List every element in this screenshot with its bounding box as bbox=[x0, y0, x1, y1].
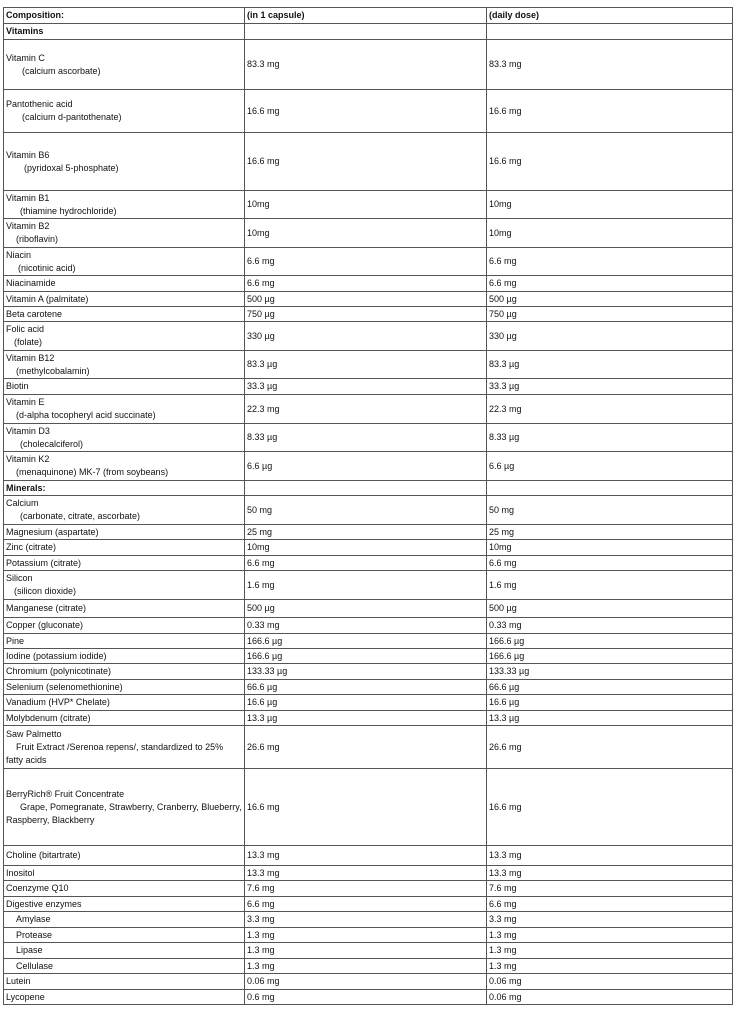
capsule-amount: 13.3 mg bbox=[245, 846, 487, 866]
table-row bbox=[4, 649, 733, 664]
ingredient-source: (calcium ascorbate) bbox=[22, 65, 101, 76]
composition-table bbox=[3, 7, 733, 1005]
ingredient-source: (menaquinone) MK-7 (from soybeans) bbox=[16, 467, 169, 477]
ingredient-source: (methylcobalamin) bbox=[16, 365, 90, 376]
ingredient-source: (thiamine hydrochloride) bbox=[20, 205, 117, 216]
capsule-amount: 1.3 mg bbox=[245, 928, 487, 943]
table-row bbox=[4, 133, 733, 191]
daily-amount: 0.33 mg bbox=[487, 618, 733, 634]
table-row bbox=[4, 974, 733, 990]
ingredient-cell bbox=[4, 292, 245, 307]
ingredient-name: Vitamin D3 bbox=[6, 425, 50, 436]
capsule-amount: 166.6 µg bbox=[245, 649, 487, 664]
ingredient-name: Silicon bbox=[6, 573, 33, 583]
daily-amount: 330 µg bbox=[487, 322, 733, 351]
header-row bbox=[4, 8, 733, 24]
table-row bbox=[4, 191, 733, 219]
daily-amount: 16.6 mg bbox=[487, 90, 733, 133]
ingredient-name: Digestive enzymes bbox=[6, 898, 82, 909]
ingredient-source: (riboflavin) bbox=[16, 234, 59, 244]
ingredient-cell bbox=[4, 928, 245, 943]
capsule-amount: 133.33 µg bbox=[245, 664, 487, 680]
capsule-amount: 1.3 mg bbox=[245, 943, 487, 959]
section-label: Minerals: bbox=[4, 481, 245, 496]
daily-amount: 10mg bbox=[487, 219, 733, 248]
daily-amount: 16.6 µg bbox=[487, 695, 733, 711]
ingredient-cell bbox=[4, 379, 245, 395]
ingredient-source: (calcium d-pantothenate) bbox=[22, 112, 122, 122]
header-in-capsule: (in 1 capsule) bbox=[245, 8, 487, 24]
capsule-amount: 50 mg bbox=[245, 496, 487, 525]
ingredient-name: Manganese (citrate) bbox=[6, 603, 87, 613]
ingredient-cell bbox=[4, 664, 245, 680]
ingredient-name: Lycopene bbox=[6, 991, 45, 1002]
daily-amount: 166.6 µg bbox=[487, 649, 733, 664]
table-row bbox=[4, 943, 733, 959]
ingredient-cell bbox=[4, 90, 245, 133]
capsule-amount: 330 µg bbox=[245, 322, 487, 351]
empty-cell bbox=[487, 24, 733, 40]
section-row bbox=[4, 481, 733, 496]
capsule-amount: 83.3 µg bbox=[245, 351, 487, 379]
table-row bbox=[4, 219, 733, 248]
daily-amount: 83.3 mg bbox=[487, 40, 733, 90]
capsule-amount: 750 µg bbox=[245, 307, 487, 322]
ingredient-cell bbox=[4, 726, 245, 769]
capsule-amount: 10mg bbox=[245, 219, 487, 248]
daily-amount: 13.3 mg bbox=[487, 846, 733, 866]
ingredient-cell bbox=[4, 191, 245, 219]
table-row bbox=[4, 846, 733, 866]
table-row bbox=[4, 556, 733, 571]
capsule-amount: 16.6 mg bbox=[245, 90, 487, 133]
capsule-amount: 6.6 mg bbox=[245, 556, 487, 571]
empty-cell bbox=[245, 481, 487, 496]
ingredient-cell bbox=[4, 897, 245, 912]
daily-amount: 13.3 mg bbox=[487, 866, 733, 881]
capsule-amount: 1.6 mg bbox=[245, 571, 487, 600]
ingredient-cell bbox=[4, 219, 245, 248]
ingredient-cell bbox=[4, 571, 245, 600]
capsule-amount: 66.6 µg bbox=[245, 680, 487, 695]
ingredient-name: Vitamin B6 bbox=[6, 149, 50, 160]
ingredient-cell bbox=[4, 711, 245, 726]
table-row bbox=[4, 90, 733, 133]
capsule-amount: 83.3 mg bbox=[245, 40, 487, 90]
ingredient-name: Vitamin C bbox=[6, 52, 45, 63]
daily-amount: 25 mg bbox=[487, 525, 733, 540]
ingredient-cell bbox=[4, 496, 245, 525]
table-row bbox=[4, 307, 733, 322]
daily-amount: 8.33 µg bbox=[487, 424, 733, 452]
daily-amount: 0.06 mg bbox=[487, 990, 733, 1005]
daily-amount: 6.6 mg bbox=[487, 276, 733, 292]
ingredient-name: Lipase bbox=[16, 945, 43, 955]
daily-amount: 6.6 mg bbox=[487, 248, 733, 276]
ingredient-cell bbox=[4, 133, 245, 191]
ingredient-source: (nicotinic acid) bbox=[18, 262, 76, 273]
ingredient-source: Fruit Extract /Serenoa repens/, standardized to 25% fatty acids bbox=[6, 741, 224, 765]
capsule-amount: 0.33 mg bbox=[245, 618, 487, 634]
daily-amount: 166.6 µg bbox=[487, 634, 733, 649]
ingredient-name: Selenium (selenomethionine) bbox=[6, 681, 123, 692]
capsule-amount: 7.6 mg bbox=[245, 881, 487, 897]
daily-amount: 0.06 mg bbox=[487, 974, 733, 990]
table-row bbox=[4, 351, 733, 379]
ingredient-name: Zinc (citrate) bbox=[6, 542, 57, 552]
capsule-amount: 0.6 mg bbox=[245, 990, 487, 1005]
table-row bbox=[4, 424, 733, 452]
ingredient-source: (pyridoxal 5-phosphate) bbox=[24, 162, 119, 173]
ingredient-name: Chromium (polynicotinate) bbox=[6, 666, 112, 676]
ingredient-cell bbox=[4, 695, 245, 711]
capsule-amount: 6.6 µg bbox=[245, 452, 487, 481]
ingredient-source: (silicon dioxide) bbox=[14, 586, 77, 596]
ingredient-cell bbox=[4, 943, 245, 959]
table-row bbox=[4, 452, 733, 481]
capsule-amount: 6.6 mg bbox=[245, 276, 487, 292]
capsule-amount: 10mg bbox=[245, 540, 487, 556]
ingredient-name: Folic acid bbox=[6, 324, 45, 334]
ingredient-name: Vitamin E bbox=[6, 397, 45, 407]
ingredient-source: (carbonate, citrate, ascorbate) bbox=[20, 511, 141, 521]
capsule-amount: 16.6 µg bbox=[245, 695, 487, 711]
table-row bbox=[4, 959, 733, 974]
table-row bbox=[4, 680, 733, 695]
table-row bbox=[4, 881, 733, 897]
ingredient-cell bbox=[4, 846, 245, 866]
capsule-amount: 6.6 mg bbox=[245, 897, 487, 912]
ingredient-name: Protease bbox=[16, 929, 53, 940]
ingredient-name: Vitamin B1 bbox=[6, 192, 50, 203]
table-row bbox=[4, 912, 733, 928]
table-row bbox=[4, 276, 733, 292]
table-row bbox=[4, 540, 733, 556]
daily-amount: 500 µg bbox=[487, 292, 733, 307]
ingredient-cell bbox=[4, 307, 245, 322]
ingredient-name: Copper (gluconate) bbox=[6, 620, 84, 630]
ingredient-name: Pantothenic acid bbox=[6, 99, 73, 109]
table-row bbox=[4, 769, 733, 846]
ingredient-name: Vitamin K2 bbox=[6, 454, 50, 464]
capsule-amount: 10mg bbox=[245, 191, 487, 219]
ingredient-name: Lutein bbox=[6, 976, 31, 986]
ingredient-cell bbox=[4, 248, 245, 276]
ingredient-source: (folate) bbox=[14, 337, 43, 347]
ingredient-cell bbox=[4, 990, 245, 1005]
ingredient-name: Iodine (potassium iodide) bbox=[6, 650, 107, 661]
ingredient-name: Beta carotene bbox=[6, 308, 63, 319]
ingredient-name: Amylase bbox=[16, 914, 51, 924]
ingredient-name: Cellulase bbox=[16, 960, 54, 971]
table-row bbox=[4, 40, 733, 90]
capsule-amount: 26.6 mg bbox=[245, 726, 487, 769]
table-row bbox=[4, 711, 733, 726]
ingredient-name: Vanadium (HVP* Chelate) bbox=[6, 697, 110, 707]
table-row bbox=[4, 726, 733, 769]
ingredient-cell bbox=[4, 634, 245, 649]
table-row bbox=[4, 928, 733, 943]
ingredient-cell bbox=[4, 912, 245, 928]
ingredient-name: Saw Palmetto bbox=[6, 728, 62, 739]
ingredient-source: (d-alpha tocopheryl acid succinate) bbox=[16, 410, 156, 420]
daily-amount: 750 µg bbox=[487, 307, 733, 322]
ingredient-name: Potassium (citrate) bbox=[6, 557, 82, 568]
ingredient-cell bbox=[4, 395, 245, 424]
daily-amount: 6.6 mg bbox=[487, 897, 733, 912]
daily-amount: 83.3 µg bbox=[487, 351, 733, 379]
ingredient-cell bbox=[4, 680, 245, 695]
ingredient-cell bbox=[4, 40, 245, 90]
daily-amount: 1.3 mg bbox=[487, 928, 733, 943]
daily-amount: 1.3 mg bbox=[487, 943, 733, 959]
ingredient-cell bbox=[4, 959, 245, 974]
capsule-amount: 3.3 mg bbox=[245, 912, 487, 928]
daily-amount: 13.3 µg bbox=[487, 711, 733, 726]
ingredient-name: Molybdenum (citrate) bbox=[6, 712, 91, 723]
ingredient-name: BerryRich® Fruit Concentrate bbox=[6, 788, 125, 799]
table-row bbox=[4, 990, 733, 1005]
capsule-amount: 33.3 µg bbox=[245, 379, 487, 395]
ingredient-name: Vitamin A (palmitate) bbox=[6, 293, 89, 304]
ingredient-name: Vitamin B2 bbox=[6, 221, 50, 231]
header-composition: Composition: bbox=[4, 8, 245, 24]
ingredient-name: Inositol bbox=[6, 867, 35, 878]
table-row bbox=[4, 634, 733, 649]
daily-amount: 33.3 µg bbox=[487, 379, 733, 395]
table-row bbox=[4, 695, 733, 711]
capsule-amount: 8.33 µg bbox=[245, 424, 487, 452]
ingredient-cell bbox=[4, 322, 245, 351]
ingredient-cell bbox=[4, 540, 245, 556]
table-row bbox=[4, 379, 733, 395]
header-daily-dose: (daily dose) bbox=[487, 8, 733, 24]
capsule-amount: 22.3 mg bbox=[245, 395, 487, 424]
table-row bbox=[4, 866, 733, 881]
ingredient-cell bbox=[4, 600, 245, 618]
table-row bbox=[4, 292, 733, 307]
daily-amount: 3.3 mg bbox=[487, 912, 733, 928]
ingredient-cell bbox=[4, 351, 245, 379]
table-row bbox=[4, 395, 733, 424]
daily-amount: 500 µg bbox=[487, 600, 733, 618]
ingredient-cell bbox=[4, 556, 245, 571]
capsule-amount: 13.3 mg bbox=[245, 866, 487, 881]
table-row bbox=[4, 600, 733, 618]
capsule-amount: 25 mg bbox=[245, 525, 487, 540]
capsule-amount: 16.6 mg bbox=[245, 133, 487, 191]
daily-amount: 16.6 mg bbox=[487, 133, 733, 191]
table-row bbox=[4, 496, 733, 525]
daily-amount: 133.33 µg bbox=[487, 664, 733, 680]
ingredient-cell bbox=[4, 424, 245, 452]
daily-amount: 6.6 µg bbox=[487, 452, 733, 481]
capsule-amount: 6.6 mg bbox=[245, 248, 487, 276]
ingredient-name: Vitamin B12 bbox=[6, 352, 55, 363]
table-row bbox=[4, 248, 733, 276]
ingredient-cell bbox=[4, 769, 245, 846]
daily-amount: 10mg bbox=[487, 540, 733, 556]
daily-amount: 26.6 mg bbox=[487, 726, 733, 769]
capsule-amount: 0.06 mg bbox=[245, 974, 487, 990]
daily-amount: 7.6 mg bbox=[487, 881, 733, 897]
table-row bbox=[4, 664, 733, 680]
table-row bbox=[4, 618, 733, 634]
daily-amount: 50 mg bbox=[487, 496, 733, 525]
daily-amount: 16.6 mg bbox=[487, 769, 733, 846]
capsule-amount: 166.6 µg bbox=[245, 634, 487, 649]
ingredient-name: Pine bbox=[6, 635, 25, 646]
ingredient-name: Coenzyme Q10 bbox=[6, 883, 69, 893]
ingredient-name: Niacin bbox=[6, 249, 32, 260]
capsule-amount: 500 µg bbox=[245, 600, 487, 618]
ingredient-cell bbox=[4, 974, 245, 990]
ingredient-name: Biotin bbox=[6, 381, 29, 391]
empty-cell bbox=[487, 481, 733, 496]
daily-amount: 6.6 mg bbox=[487, 556, 733, 571]
table-row bbox=[4, 322, 733, 351]
capsule-amount: 16.6 mg bbox=[245, 769, 487, 846]
daily-amount: 1.6 mg bbox=[487, 571, 733, 600]
section-row bbox=[4, 24, 733, 40]
table-row bbox=[4, 525, 733, 540]
capsule-amount: 1.3 mg bbox=[245, 959, 487, 974]
ingredient-source: (cholecalciferol) bbox=[20, 438, 84, 449]
ingredient-cell bbox=[4, 276, 245, 292]
table-row bbox=[4, 571, 733, 600]
ingredient-name: Calcium bbox=[6, 498, 39, 508]
daily-amount: 22.3 mg bbox=[487, 395, 733, 424]
section-label: Vitamins bbox=[4, 24, 245, 40]
ingredient-cell bbox=[4, 649, 245, 664]
ingredient-cell bbox=[4, 452, 245, 481]
ingredient-cell bbox=[4, 866, 245, 881]
ingredient-cell bbox=[4, 525, 245, 540]
capsule-amount: 500 µg bbox=[245, 292, 487, 307]
daily-amount: 66.6 µg bbox=[487, 680, 733, 695]
daily-amount: 1.3 mg bbox=[487, 959, 733, 974]
daily-amount: 10mg bbox=[487, 191, 733, 219]
ingredient-name: Magnesium (aspartate) bbox=[6, 526, 99, 537]
ingredient-cell bbox=[4, 881, 245, 897]
ingredient-name: Choline (bitartrate) bbox=[6, 850, 81, 860]
capsule-amount: 13.3 µg bbox=[245, 711, 487, 726]
ingredient-name: Niacinamide bbox=[6, 278, 56, 288]
empty-cell bbox=[245, 24, 487, 40]
table-row bbox=[4, 897, 733, 912]
ingredient-source: Grape, Pomegranate, Strawberry, Cranberry, Blueberry, Raspberry, Blackberry bbox=[6, 801, 242, 825]
ingredient-cell bbox=[4, 618, 245, 634]
